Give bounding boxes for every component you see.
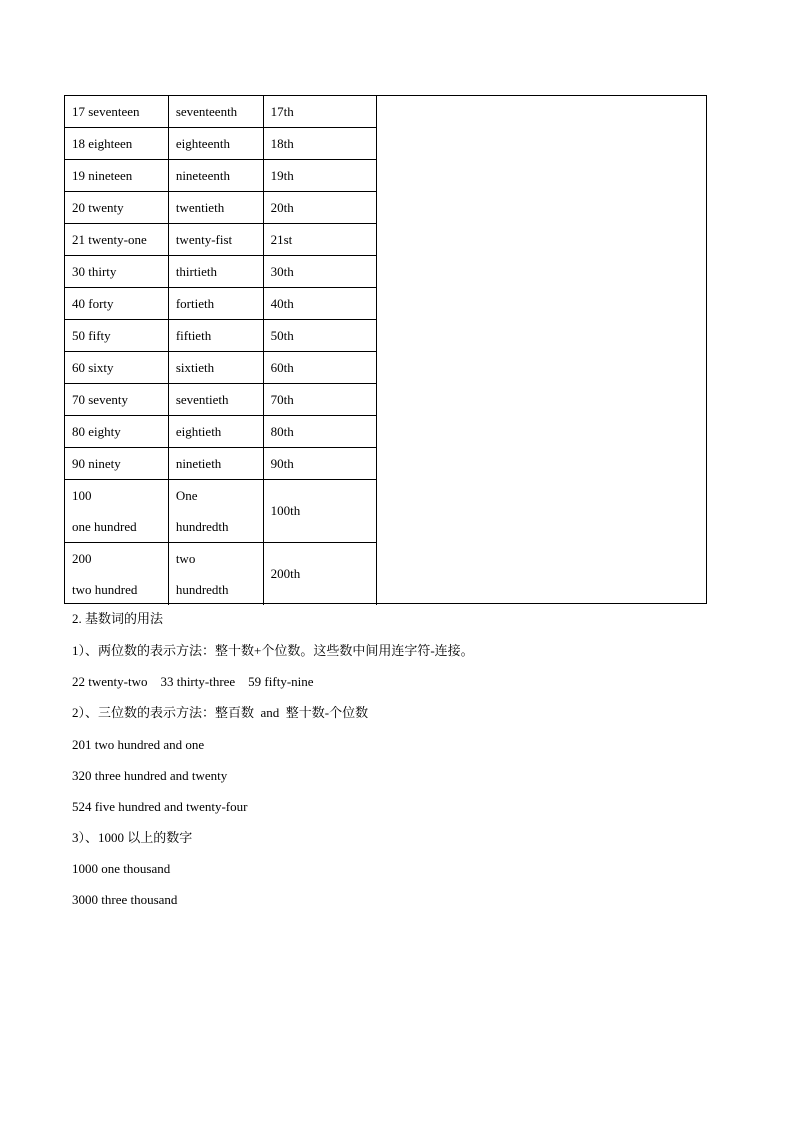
ordinal-cell: fiftieth <box>168 320 263 352</box>
abbr-cell: 21st <box>263 224 376 256</box>
example-320: 320 three hundred and twenty <box>72 768 228 783</box>
example-3000: 3000 three thousand <box>72 892 178 907</box>
abbr-cell: 20th <box>263 192 376 224</box>
cardinal-cell: 50 fifty <box>65 320 168 352</box>
table-row <box>65 224 377 256</box>
ordinal-cell <box>168 480 263 543</box>
ordinal-cell: sixtieth <box>168 352 263 384</box>
table-row <box>65 288 377 320</box>
ordinal-cell: seventeenth <box>168 96 263 128</box>
cardinal-cell <box>65 480 168 543</box>
cardinal-cell <box>65 543 168 606</box>
table-row-100 <box>65 480 377 543</box>
table-row <box>65 448 377 480</box>
rule-two-digit-examples: 22 twenty-two 33 thirty-three 59 fifty-nine <box>72 674 314 689</box>
cardinal-cell: 40 forty <box>65 288 168 320</box>
table-row-200 <box>65 543 377 606</box>
cardinal-cell: 90 ninety <box>65 448 168 480</box>
example-201: 201 two hundred and one <box>72 737 205 752</box>
ordinal-cell: twenty-fist <box>168 224 263 256</box>
ordinal-cell: thirtieth <box>168 256 263 288</box>
cardinal-cell: 30 thirty <box>65 256 168 288</box>
cardinal-cell: 18 eighteen <box>65 128 168 160</box>
table-row <box>65 96 377 128</box>
ordinal-cell <box>168 543 263 606</box>
abbr-cell: 30th <box>263 256 376 288</box>
cardinal-cell: 20 twenty <box>65 192 168 224</box>
cardinal-word: two hundred <box>72 582 138 597</box>
cardinal-cell: 80 eighty <box>65 416 168 448</box>
table-row <box>65 128 377 160</box>
table-row <box>65 256 377 288</box>
abbr-cell: 50th <box>263 320 376 352</box>
abbr-cell: 40th <box>263 288 376 320</box>
abbr-cell: 70th <box>263 384 376 416</box>
ordinal-cell: nineteenth <box>168 160 263 192</box>
ordinal-cell: eighteenth <box>168 128 263 160</box>
number-table-frame <box>64 95 707 604</box>
ordinal-word-1: two <box>175 551 196 566</box>
cardinal-word: one hundred <box>72 519 137 534</box>
ordinal-cell: seventieth <box>168 384 263 416</box>
abbr-cell: 17th <box>263 96 376 128</box>
cardinal-cell: 70 seventy <box>65 384 168 416</box>
abbr-cell: 60th <box>263 352 376 384</box>
abbr-cell: 100th <box>263 480 376 543</box>
cardinal-number: 100 <box>72 488 92 503</box>
cardinal-cell: 60 sixty <box>65 352 168 384</box>
abbr-cell: 80th <box>263 416 376 448</box>
abbr-cell: 90th <box>263 448 376 480</box>
table-row <box>65 416 377 448</box>
ordinal-word-2: hundredth <box>175 519 229 534</box>
example-1000: 1000 one thousand <box>72 861 171 876</box>
rule-over-thousand: 3）、1000 以上的数字 <box>72 830 193 845</box>
abbr-cell: 19th <box>263 160 376 192</box>
ordinal-cell: ninetieth <box>168 448 263 480</box>
table-row <box>65 320 377 352</box>
cardinal-number: 200 <box>72 551 92 566</box>
section-heading: 2. 基数词的用法 <box>72 611 164 626</box>
cardinal-cell: 19 nineteen <box>65 160 168 192</box>
table-row <box>65 352 377 384</box>
rule-three-digit: 2）、三位数的表示方法：整百数 and 整十数-个位数 <box>72 705 369 720</box>
rule-two-digit: 1）、两位数的表示方法：整十数+个位数。这些数中间用连字符-连接。 <box>72 643 474 658</box>
cardinal-cell: 21 twenty-one <box>65 224 168 256</box>
example-524: 524 five hundred and twenty-four <box>72 799 248 814</box>
cardinal-cell: 17 seventeen <box>65 96 168 128</box>
ordinal-cell: eightieth <box>168 416 263 448</box>
ordinal-cell: twentieth <box>168 192 263 224</box>
table-row <box>65 160 377 192</box>
abbr-cell: 18th <box>263 128 376 160</box>
table-row <box>65 192 377 224</box>
ordinal-word-1: One <box>175 488 198 503</box>
table-row <box>65 384 377 416</box>
ordinal-word-2: hundredth <box>175 582 229 597</box>
ordinal-cell: fortieth <box>168 288 263 320</box>
abbr-cell: 200th <box>263 543 376 606</box>
number-table <box>65 96 377 605</box>
